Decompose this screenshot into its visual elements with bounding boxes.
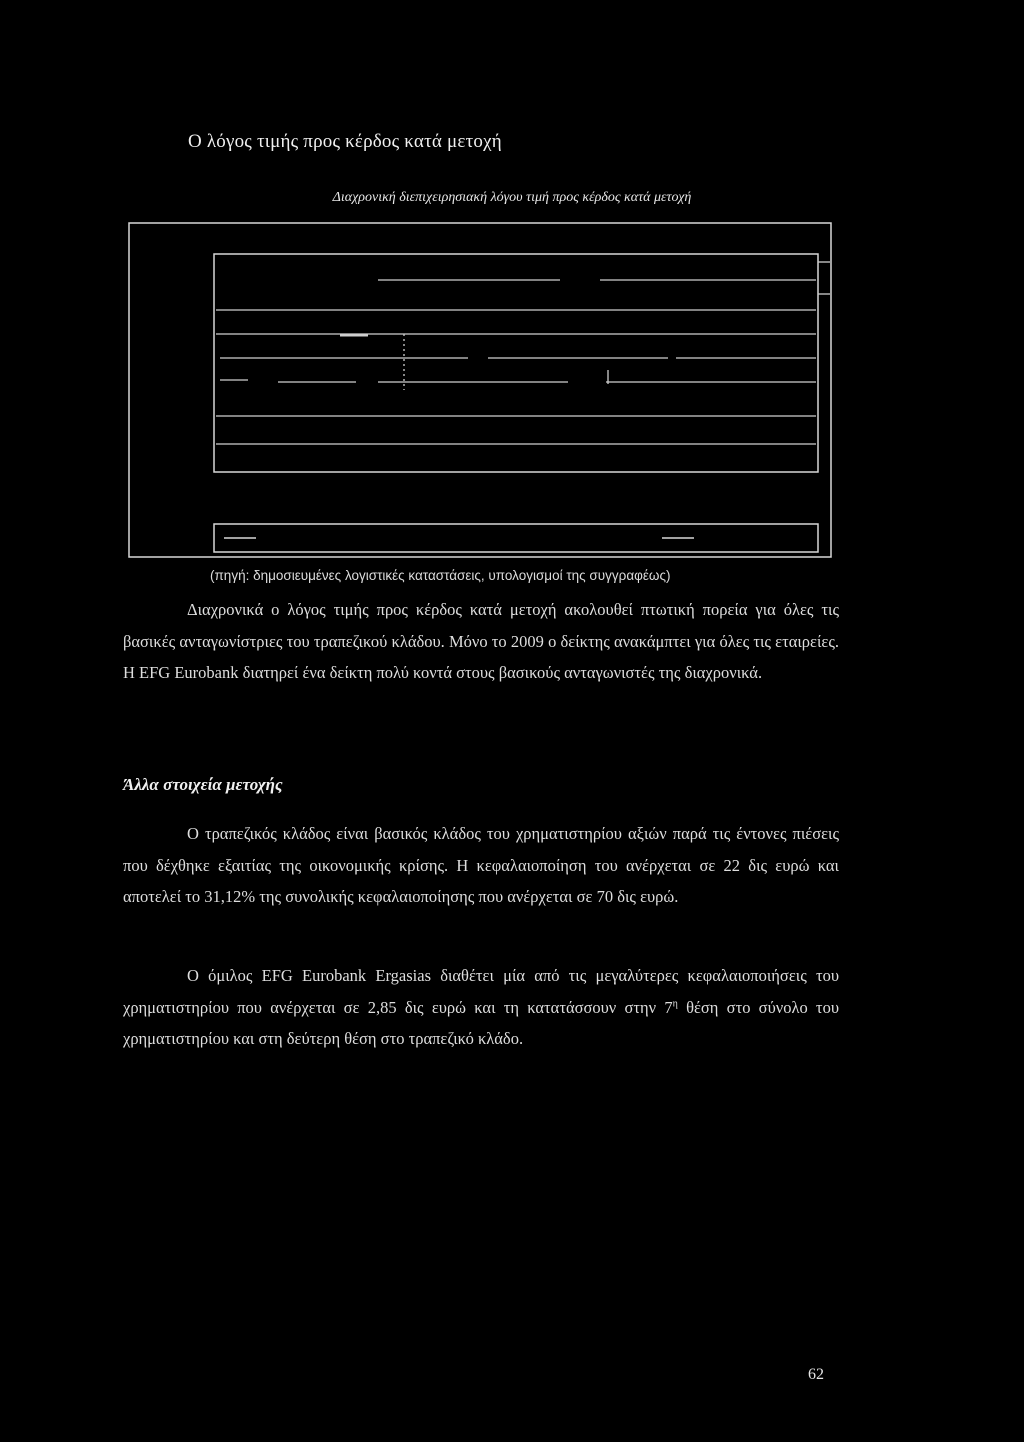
paragraph-text: Ο τραπεζικός κλάδος είναι βασικός κλάδος του χρηματιστηρίου αξιών παρά τις έντονες πιέσεις που δέχθηκε εξαιτίας της οικονομικής κρίσης. Η κεφαλαιοποίηση του ανέρχεται σε 22 δις ευρώ και αποτελεί το 31,12% της συνολικής κεφαλαιοποίησης που ανέρχεται σε 70 δις ευρώ. [123,824,839,906]
plot-lines [216,262,830,444]
ordinal-superscript: η [672,998,678,1009]
body-paragraph-2 [123,818,839,913]
chart-graphic [128,222,832,558]
chart-source-note: (πηγή: δημοσιευμένες λογιστικές καταστάσεις, υπολογισμοί της συγγραφέως) [210,568,671,583]
paragraph-text-part: θέση στο σύνολο του χρηματιστηρίου και στη δεύτερη θέση στο τραπεζικό κλάδο. [123,997,839,1048]
chart-title: Διαχρονική διεπιχειρησιακή λόγου τιμή προς κέρδος κατά μετοχή [332,190,692,205]
body-paragraph-3 [123,960,839,1055]
body-paragraph-1 [123,594,839,689]
legend-box [214,524,818,552]
paragraph-text: Διαχρονικά ο λόγος τιμής προς κέρδος κατά μετοχή ακολουθεί πτωτική πορεία για όλες τις βασικές ανταγωνίστριες του τραπεζικού κλάδου. Μόνο το 2009 ο δείκτης ανακάμπτει για όλες τις εταιρείες. Η EFG Eurobank διατηρεί ένα δείκτη πολύ κοντά στους βασικούς ανταγωνιστές της διαχρονικά. [123,600,839,682]
paragraph-text [123,960,839,1055]
page-number: 62 [808,1366,824,1383]
plot-area-border [214,254,818,472]
section-heading: Άλλα στοιχεία μετοχής [123,775,283,794]
page-title: Ο λόγος τιμής προς κέρδος κατά μετοχή [188,131,502,152]
paragraph-text-part: Ο όμιλος EFG Eurobank Ergasias διαθέτει μία από τις μεγαλύτερες κεφαλαιοποιήσεις του χρηματιστηρίου που ανέρχεται σε 2,85 δις ευρώ και τη κατατάσσουν στην 7 [123,966,839,1017]
chart-outer-border [129,223,831,557]
chart-frame [128,222,832,558]
